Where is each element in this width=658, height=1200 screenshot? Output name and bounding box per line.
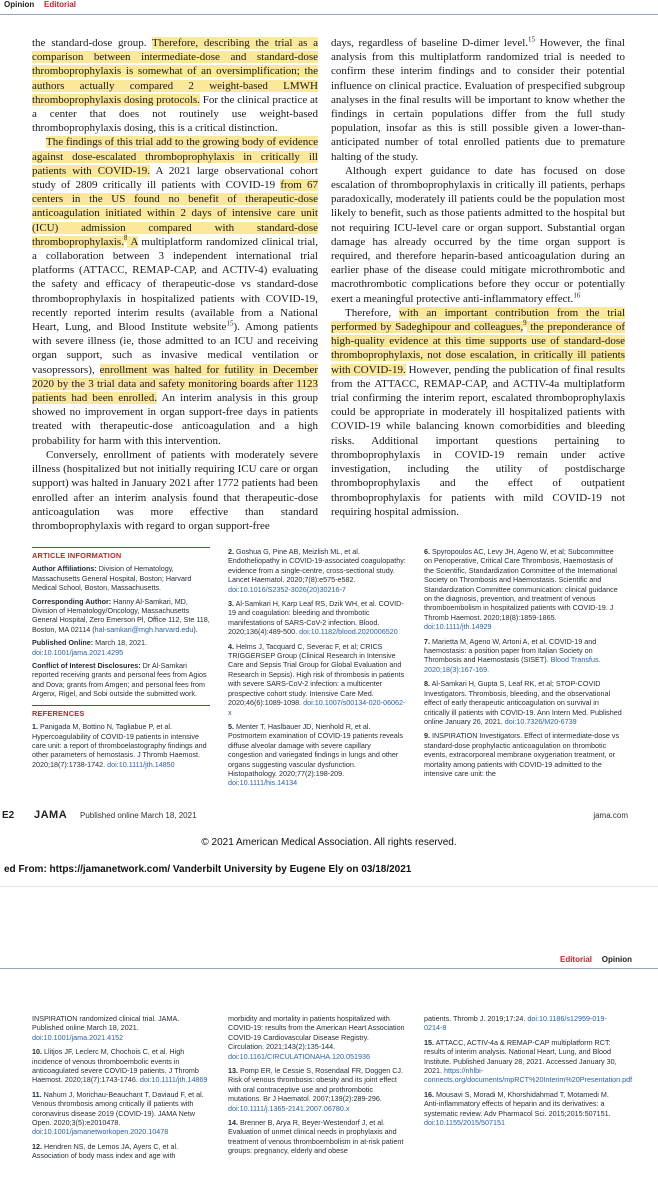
reference-text: Menter T, Haslbauer JD, Nienhold R, et al. Postmortem examination of COVID-19 patients reveals diffuse alveolar damage with severe capillary congestion and variegated findings in lungs and other organs suggesting vascular dysfunction. Histopathology. 2020;77(2):198-209. bbox=[228, 721, 403, 778]
reference-number: 2. bbox=[228, 547, 234, 556]
reference-text: Pomp ER, le Cessie S, Rosendaal FR, Doggen CJ. Risk of venous thrombosis: obesity and its joint effect with oral contraceptive use and prothrombotic mutations. Br J Haematol. 2007;139(2):289-296. bbox=[228, 1066, 403, 1104]
body-text: days, regardless of baseline D-dimer level. bbox=[331, 37, 529, 49]
reference-number: 8. bbox=[424, 679, 430, 689]
page-number: E2 bbox=[2, 810, 15, 821]
body-text: However, pending the publication of final results from the ATTACC, REMAP-CAP, and ACTIV-4a multiplatform trial confirming the interim report, escalated thromboprophylaxis could be appropriate in moderately ill hospitalized patients with COVID-19 while balancing known comorbidities and bleeding risks. Additional important questions pertaining to thromboprophylaxis in COVID-19 remain under active investigation, including the utility of postdischarge thromboprophylaxis and the effect of outpatient thromboprophylaxis for patients with mild COVID-19 not requiring hospital admission. bbox=[331, 363, 625, 518]
body-paragraph bbox=[32, 36, 318, 135]
reference-number: 6. bbox=[424, 547, 430, 556]
citation-marker: 8 bbox=[123, 234, 128, 243]
reference-item bbox=[228, 722, 406, 788]
reference-doi-link[interactable]: doi:10.1001/jamanetworkopen.2020.10478 bbox=[32, 1127, 169, 1137]
body-column-left bbox=[32, 36, 318, 533]
highlighted-text: The findings of this trial add to the growing body of evidence against dose-escalated thromboprophylaxis in critically ill patients with COVID-19. bbox=[32, 136, 318, 177]
highlighted-text: the preponderance of high-quality evidence at this time supports use of standard-dose thromboprophylaxis, not dose escalation, in critically ill patients with COVID-19. bbox=[331, 321, 626, 376]
reference-text: Brenner B, Arya R, Beyer-Westendorf J, et al. Evaluation of unmet clinical needs in prophylaxis and treatment of venous thromboembolism in at-risk patient groups: pregnancy, elderly and obese bbox=[228, 1118, 404, 1156]
reference-number: 5. bbox=[228, 721, 234, 731]
reference-text: Spyropoulos AC, Levy JH, Ageno W, et al; Subcommittee on Perioperative, Critical Care Thrombosis, Haemostasis of the Scientific, Standardization Committee of the International Society on Thrombosis and Haemostasis. Scientific and Standardization Committee communication: clinical guidance on the diagnosis, prevention, and treatment of venous thromboembolism in hospitalized patients with COVID-19. J Thromb Haemost. 2020;18(8):1859-1865. bbox=[424, 547, 618, 622]
reference-item bbox=[424, 1014, 622, 1033]
reference-item bbox=[424, 1037, 633, 1085]
article-doi-link[interactable]: doi:10.1001/jama.2021.4295 bbox=[32, 647, 124, 657]
body-paragraph bbox=[32, 135, 318, 447]
reference-number: 15. bbox=[424, 1037, 434, 1047]
citation-marker: 15 bbox=[226, 319, 234, 328]
citation-marker: 16 bbox=[573, 291, 581, 299]
reference-text: Mousavi S, Moradi M, Khorshidahmad T, Motamedi M. Anti-inflammatory effects of heparin and its derivatives: a systematic review. Adv Pharmacol Sci. 2015;2015:507151. bbox=[424, 1089, 611, 1118]
reference-doi-link[interactable]: https://nhlbi-connects.org/documents/mpRCT%20Interim%20Presentation.pdf bbox=[424, 1066, 633, 1085]
reference-number: 12. bbox=[32, 1141, 42, 1151]
article-type-label: Editorial bbox=[44, 0, 77, 9]
reference-text: Hendren NS, de Lemos JA, Ayers C, et al. Association of body mass index and age with bbox=[32, 1141, 179, 1161]
reference-number: 14. bbox=[228, 1118, 238, 1128]
reference-doi-link[interactable]: Blood Transfus. 2020;18(3):167-169. bbox=[424, 655, 601, 674]
body-text: Therefore, bbox=[345, 306, 399, 319]
author-email-link[interactable]: hal-samkari@mgh.harvard.edu bbox=[94, 624, 194, 634]
reference-item bbox=[424, 731, 622, 778]
reference-item bbox=[228, 1066, 406, 1113]
reference-item bbox=[424, 547, 622, 632]
reference-text: patients. Thromb J. 2019;17:24. bbox=[424, 1014, 528, 1023]
reference-item bbox=[32, 1142, 210, 1161]
body-paragraph bbox=[331, 306, 625, 519]
body-paragraph bbox=[32, 448, 318, 533]
reference-item bbox=[32, 1090, 210, 1137]
page2-header bbox=[0, 950, 658, 970]
page2-section-label: Opinion bbox=[601, 955, 632, 964]
page-divider bbox=[0, 886, 658, 887]
page2-header-rule bbox=[0, 968, 658, 969]
body-text: the standard-dose group. bbox=[32, 37, 153, 49]
reference-number: 10. bbox=[32, 1047, 42, 1057]
highlighted-text: with an important contribution from the trial performed by Sadeghipour and colleagues, bbox=[331, 306, 626, 334]
highlighted-text: enrollment was halted for futility in December 2020 by the 3 trial data and safety monitoring boards after 1123 patients had been enrolled. bbox=[32, 363, 318, 405]
body-text: multiplatform randomized clinical trial, a collaboration between 3 independent international trial platforms (ATTACC, REMAP-CAP, and ACTIV-4) evaluating the safety and efficacy of therapeutic-dose vs standard-dose thromboprophylaxis in hospitalized patients with COVID-19, recently reported interim results (available from a National Heart, Lung, and Blood Institute website bbox=[32, 235, 319, 334]
article-information bbox=[32, 547, 210, 774]
reference-text: Goshua G, Pine AB, Meizlish ML, et al. Endotheliopathy in COVID-19-associated coagulopathy: evidence from a single-centre, cross-sectional study. Lancet Haematol. 2020;7(8):e575-e582. bbox=[228, 547, 406, 585]
section-label: Opinion bbox=[4, 0, 35, 9]
reference-item bbox=[228, 1118, 406, 1156]
page2-article-type-label: Editorial bbox=[559, 955, 592, 964]
author-affiliations: Author Affiliations: Division of Hematology, Massachusetts General Hospital, Boston; Harvard Medical School, Boston, Massachusetts. bbox=[32, 564, 192, 593]
reference-number: 7. bbox=[424, 636, 430, 646]
reference-text: Marietta M, Ageno W, Artoni A, et al. COVID-19 and haemostasis: a position paper from Italian Society on Thrombosis and Haemostasis (SISET). bbox=[424, 636, 597, 665]
reference-doi-link[interactable]: doi:10.1001/jama.2021.4152 bbox=[32, 1032, 124, 1042]
section-rule bbox=[32, 547, 210, 548]
reference-number: 11. bbox=[32, 1089, 42, 1099]
reference-text: morbidity and mortality in patients hospitalized with COVID-19: results from the American Heart Association COVID-19 Cardiovascular Disease Registry. Circulation. 2021;143(2):135-144. bbox=[228, 1014, 405, 1052]
reference-item bbox=[32, 1014, 210, 1042]
reference-number: 16. bbox=[424, 1089, 434, 1099]
reference-number: 1. bbox=[32, 722, 38, 732]
highlighted-text: A bbox=[127, 235, 138, 248]
body-text: An interim analysis in this group showed no improvement in organ support-free days in patients treated with therapeutic-dose anticoagulation and a high probability for harm with this intervention. bbox=[32, 392, 318, 447]
body-text: A 2021 large observational cohort study of 2809 critically ill patients with COVID-19 bbox=[32, 164, 318, 192]
reference-item bbox=[228, 642, 406, 717]
reference-text: ATTACC, ACTIV-4a & REMAP-CAP multiplatform RCT: results of interim analysis. National Heart, Lung, and Blood Institute. Published January 28, 2021. Accessed January 30, 2021. bbox=[424, 1037, 617, 1076]
reference-doi-link[interactable]: doi:10.1007/s00134-020-06062-x bbox=[228, 698, 406, 717]
references-list-col2 bbox=[228, 547, 406, 793]
article-info-heading: ARTICLE INFORMATION bbox=[32, 551, 122, 560]
header-rule bbox=[0, 14, 658, 15]
reference-doi-link[interactable]: doi:10.1016/S2352-3026(20)30216-7 bbox=[228, 584, 346, 594]
reference-doi-link[interactable]: doi:10.1111/j.1365-2141.2007.06780.x bbox=[228, 1103, 350, 1113]
journal-site-link[interactable]: jama.com bbox=[593, 811, 628, 820]
reference-item bbox=[424, 1090, 622, 1128]
reference-text: Nahum J, Morichau-Beauchant T, Daviaud F, et al. Venous thrombosis among critically ill patients with coronavirus disease 2019 (COVID-19). JAMA Netw Open. 2020;3(5):e2010478. bbox=[32, 1089, 204, 1128]
reference-doi-link[interactable]: doi:10.1111/jth.14850 bbox=[107, 759, 175, 769]
reference-doi-link[interactable]: doi:10.1111/jth.14929 bbox=[424, 622, 492, 632]
body-text: However, the final analysis from this multiplatform randomized trial is needed to confirm these interim findings and to consider their potential influence on clinical practice. Evaluation of prespecified subgroup analyses in the final results will be important to know whether the findings in certain populations differ from the full study population, insofar as this is still possible given a lower-than-anticipated number of total enrolled patients due to premature halting of the study. bbox=[331, 37, 625, 163]
references-list-col3 bbox=[424, 547, 622, 783]
reference-number: 4. bbox=[228, 641, 234, 651]
page2-references-col1 bbox=[32, 1014, 210, 1166]
reference-text: INSPIRATION randomized clinical trial. JAMA. Published online March 18, 2021. bbox=[32, 1014, 180, 1033]
reference-doi-link[interactable]: doi:10.1182/blood.2020006520 bbox=[299, 627, 398, 637]
reference-text: INSPIRATION Investigators. Effect of intermediate-dose vs standard-dose prophylactic anticoagulation on thrombotic events, extracorporeal membrane oxygenation treatment, or mortality among patients with COVID-19 admitted to the intensive care unit: the bbox=[424, 731, 620, 778]
page-header bbox=[0, 0, 658, 24]
reference-text: Panigada M, Bottino N, Tagliabue P, et al. Hypercoagulability of COVID-19 patients in intensive care unit: a report of thromboelastography findings and other parameters of hemostasis. J Thromb Haemost. 2020;18(7):1738-1742. bbox=[32, 722, 207, 769]
page2-references-col2 bbox=[228, 1014, 406, 1161]
reference-number: 9. bbox=[424, 731, 430, 741]
publication-date: Published online March 18, 2021 bbox=[80, 811, 197, 820]
citation-marker: 9 bbox=[523, 319, 527, 328]
reference-item bbox=[228, 599, 406, 637]
body-column-right bbox=[331, 36, 625, 519]
citation-marker: 15 bbox=[528, 35, 536, 44]
reference-item bbox=[228, 547, 406, 594]
reference-doi-link[interactable]: doi:10.1111/his.14134 bbox=[228, 778, 298, 788]
body-text: For the clinical practice at a center that does not routinely use weight-based thromboprophylaxis dosing, this is a critical distinction. bbox=[32, 93, 318, 135]
download-stamp: ed From: https://jamanetwork.com/ Vanderbilt University by Eugene Ely on 03/18/2021 bbox=[4, 864, 412, 875]
section-rule bbox=[32, 705, 210, 706]
body-paragraph bbox=[331, 164, 625, 306]
highlighted-text: from 67 centers in the US found no benefit of therapeutic-dose anticoagulation initiated within 2 days of intensive care unit (ICU) admission compared with standard-dose thromboprophylaxis. bbox=[32, 179, 318, 248]
highlighted-text: Therefore, describing the trial as a comparison between intermediate-dose and standard-dose thromboprophylaxis is somewhat of an oversimplification; the authors actually compared 2 weight-based LMWH thromboprophylaxis dosing protocols. bbox=[32, 37, 318, 106]
corresponding-author: Corresponding Author: Hanny Al-Samkari, MD, Division of Hematology/Oncology, Massachusetts General Hospital, Zero Emerson Pl, Office 112, Ste 118, Boston, MA 02114 (hal-samkari@mgh.harvard.edu). bbox=[32, 596, 210, 634]
journal-name: JAMA bbox=[34, 809, 68, 821]
body-paragraph bbox=[331, 36, 625, 164]
reference-text: Llitjos JF, Leclerc M, Chochois C, et al. High incidence of venous thromboembolic events in anticoagulated severe COVID-19 patients. J Thromb Haemost. 2020;18(7):1743-1746. bbox=[32, 1047, 199, 1085]
published-online: Published Online: March 18, 2021. doi:10.1001/jama.2021.4295 bbox=[32, 638, 148, 657]
reference-item bbox=[424, 637, 622, 675]
reference-doi-link[interactable]: doi:10.1186/s12959-019-0214-8 bbox=[424, 1014, 607, 1033]
body-text: ). Among patients with severe illness (ie, those admitted to an ICU and receiving organ support, such as invasive medical ventilation or vasopressors), bbox=[32, 321, 318, 376]
references-list-col1 bbox=[32, 722, 210, 769]
reference-item bbox=[424, 679, 622, 726]
reference-doi-link[interactable]: doi:10.1111/jth.14869 bbox=[139, 1075, 208, 1085]
reference-item bbox=[228, 1014, 406, 1061]
reference-number: 13. bbox=[228, 1066, 238, 1076]
references-heading: REFERENCES bbox=[32, 708, 85, 718]
body-text: Conversely, enrollment of patients with moderately severe illness (hospitalized but not initially requiring ICU care or organ support) was halted in January 2021 after 1772 patients had been enrolled after an interim analysis found that therapeutic-dose anticoagulation was more effective than standard thromboprophylaxis with regard to organ support-free bbox=[32, 448, 318, 532]
reference-item bbox=[32, 1047, 210, 1085]
body-text: Although expert guidance to date has focused on dose escalation of thromboprophylaxis in critically ill patients, perhaps paradoxically, moderately ill patients could be the population most likely to benefit, such as those patients admitted to the hospital but not requiring ICU-level care or organ support. Substantial organ damage has already occurred by the time organ support is required, and therefore heparin-based anticoagulation during an earlier phase of the disease could mitigate microthrombotic and macrothrombotic complications before they occur or potentially exert a meaningful protective anti-inflammatory effect. bbox=[331, 164, 625, 305]
conflict-of-interest: Conflict of Interest Disclosures: Dr Al-Samkari reported receiving grants and personal fees from Agios and Dova; grants from Amgen; and personal fees from Argenx, Rigel, and Sobi outside the submitted work. bbox=[32, 661, 207, 699]
page2-references-col3 bbox=[424, 1014, 633, 1132]
copyright-notice: © 2021 American Medical Association. All rights reserved. bbox=[201, 837, 457, 848]
reference-item bbox=[32, 722, 210, 769]
reference-number: 3. bbox=[228, 599, 234, 609]
reference-text: Al-Samkari H, Karp Leaf RS, Dzik WH, et al. COVID-19 and coagulation: bleeding and thrombotic manifestations of SARS-CoV-2 infection. Blood. 2020;136(4):489-500. bbox=[228, 599, 404, 637]
reference-doi-link[interactable]: doi:10.1155/2015/507151 bbox=[424, 1118, 506, 1128]
reference-text: Al-Samkari H, Gupta S, Leaf RK, et al; STOP-COVID Investigators. Thrombosis, bleeding, and the observational effect of early therapeutic anticoagulation on survival in critically ill patients with COVID-19. Ann Intern Med. Published online January 26, 2021. bbox=[424, 679, 622, 726]
reference-doi-link[interactable]: doi:10.7326/M20-6739 bbox=[504, 716, 577, 726]
reference-doi-link[interactable]: doi:10.1161/CIRCULATIONAHA.120.051936 bbox=[228, 1051, 370, 1061]
page-footer bbox=[0, 808, 658, 828]
reference-text: Helms J, Tacquard C, Severac F, et al; CRICS TRIGGERSEP Group (Clinical Research in Intensive Care and Sepsis Trial Group for Global Evaluation and Research in Sepsis). High risk of thrombosis in patients with severe SARS-CoV-2 infection: a multicenter prospective cohort study. Intensive Care Med. 2020;46(6):1089-1098. bbox=[228, 641, 405, 708]
